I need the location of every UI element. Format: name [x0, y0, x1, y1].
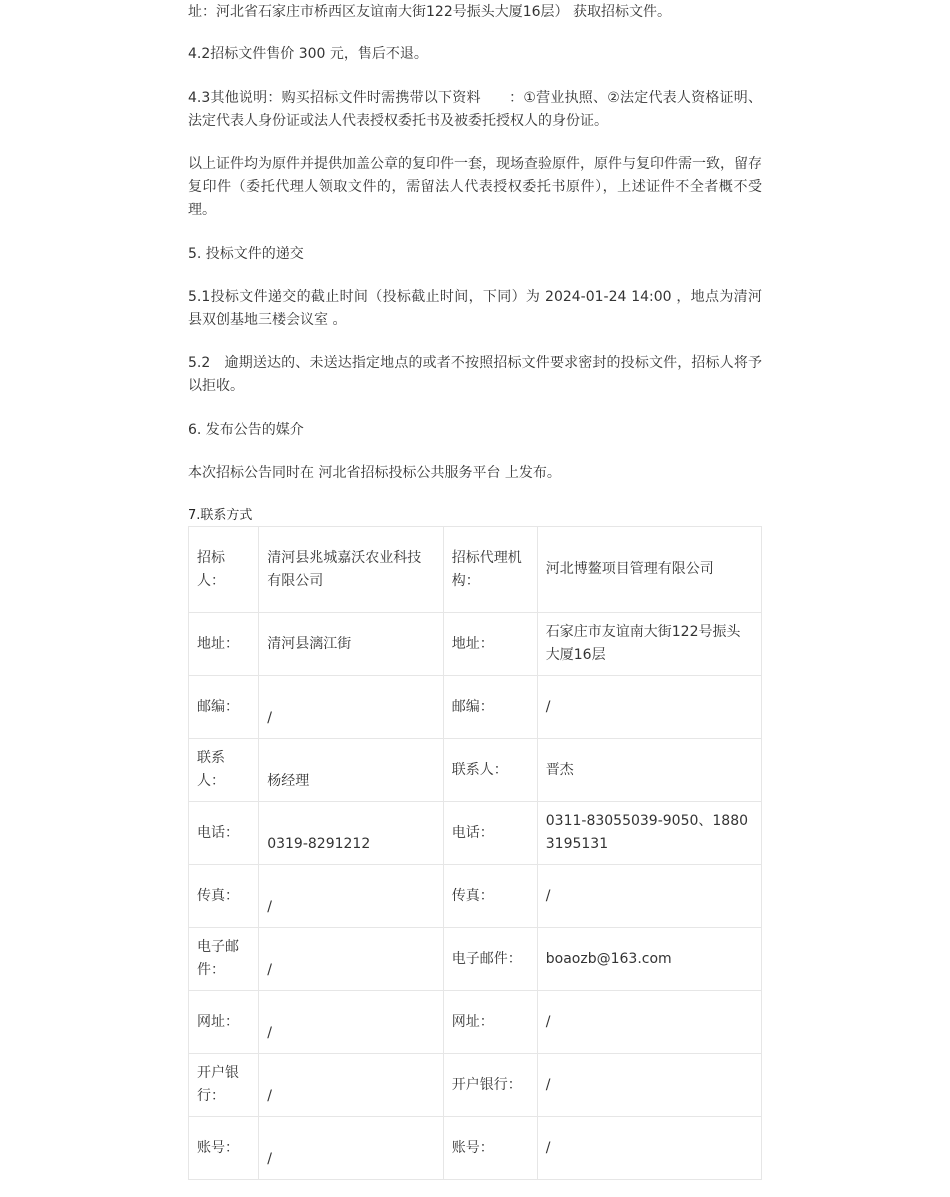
value-text: / — [267, 1150, 272, 1167]
label-cell: 邮编： — [189, 676, 259, 739]
value-cell: / — [537, 1054, 761, 1117]
label-cell: 联系人： — [189, 739, 259, 802]
label-cell: 开户银行： — [443, 1054, 537, 1117]
section-heading-6: 6. 发布公告的媒介 — [188, 422, 304, 438]
label-cell: 传真： — [189, 865, 259, 928]
value-cell: 清河县兆城嘉沃农业科技有限公司 — [259, 527, 444, 613]
label-cell: 地址： — [443, 613, 537, 676]
paragraph-4-3: 4.3其他说明：购买招标文件时需携带以下资料 ：①营业执照、②法定代表人资格证明、法定代表人身份证或法人代表授权委托书及被委托授权人的身份证。 — [188, 90, 762, 129]
label-cell: 地址： — [189, 613, 259, 676]
label-cell: 账号： — [443, 1117, 537, 1180]
table-row — [189, 527, 762, 613]
label-cell: 电话： — [443, 802, 537, 865]
value-cell — [259, 1117, 444, 1180]
table-row — [189, 676, 762, 739]
table-row — [189, 1117, 762, 1180]
value-cell — [259, 676, 444, 739]
value-cell — [259, 802, 444, 865]
label-cell: 网址： — [443, 991, 537, 1054]
value-cell: / — [537, 865, 761, 928]
label-cell: 网址： — [189, 991, 259, 1054]
value-cell — [259, 1054, 444, 1117]
value-cell: / — [537, 1117, 761, 1180]
table-row — [189, 1054, 762, 1117]
label-cell: 招标代理机构： — [443, 527, 537, 613]
table-row — [189, 739, 762, 802]
value-text: / — [267, 961, 272, 978]
value-text: 杨经理 — [267, 772, 310, 789]
table-row — [189, 928, 762, 991]
value-text: / — [267, 709, 272, 726]
label-cell: 电子邮件： — [189, 928, 259, 991]
label-cell: 电子邮件： — [443, 928, 537, 991]
value-cell: 河北博鳌项目管理有限公司 — [537, 527, 761, 613]
label-cell: 联系人： — [443, 739, 537, 802]
table-row — [189, 865, 762, 928]
value-text: / — [267, 1024, 272, 1041]
value-cell: 石家庄市友谊南大街122号振头大厦16层 — [537, 613, 761, 676]
value-cell — [259, 739, 444, 802]
label-cell: 招标人： — [189, 527, 259, 613]
paragraph-address-line: 址：河北省石家庄市桥西区友谊南大街122号振头大厦16层） 获取招标文件。 — [188, 4, 671, 20]
paragraph-4-2: 4.2招标文件售价 300 元，售后不退。 — [188, 46, 428, 62]
paragraph-5-1: 5.1投标文件递交的截止时间（投标截止时间，下同）为 2024-01-24 14:00 ，地点为清河县双创基地三楼会议室 。 — [188, 289, 762, 328]
value-cell: 0311-83055039-9050、18803195131 — [537, 802, 761, 865]
section-heading-7: 7.联系方式 — [188, 508, 253, 523]
value-cell: / — [537, 676, 761, 739]
section-heading-5: 5. 投标文件的递交 — [188, 246, 304, 262]
label-cell: 传真： — [443, 865, 537, 928]
value-cell: 晋杰 — [537, 739, 761, 802]
contact-table — [188, 526, 762, 1180]
label-cell: 电话： — [189, 802, 259, 865]
label-cell: 账号： — [189, 1117, 259, 1180]
value-text: / — [267, 1087, 272, 1104]
label-cell: 邮编： — [443, 676, 537, 739]
paragraph-6: 本次招标公告同时在 河北省招标投标公共服务平台 上发布。 — [188, 465, 561, 481]
label-cell: 开户银行： — [189, 1054, 259, 1117]
paragraph-certificates: 以上证件均为原件并提供加盖公章的复印件一套，现场查验原件，原件与复印件需一致，留存复印件（委托代理人领取文件的，需留法人代表授权委托书原件），上述证件不全者概不受理。 — [188, 156, 762, 218]
table-row — [189, 613, 762, 676]
paragraph-5-2: 5.2 逾期送达的、未送达指定地点的或者不按照招标文件要求密封的投标文件，招标人将予以拒收。 — [188, 355, 762, 394]
table-row — [189, 991, 762, 1054]
value-cell — [259, 865, 444, 928]
value-cell: / — [537, 991, 761, 1054]
table-row — [189, 802, 762, 865]
value-text: / — [267, 898, 272, 915]
value-cell: 清河县漓江街 — [259, 613, 444, 676]
value-cell — [259, 928, 444, 991]
value-cell: boaozb@163.com — [537, 928, 761, 991]
value-cell — [259, 991, 444, 1054]
value-text: 0319-8291212 — [267, 835, 371, 852]
